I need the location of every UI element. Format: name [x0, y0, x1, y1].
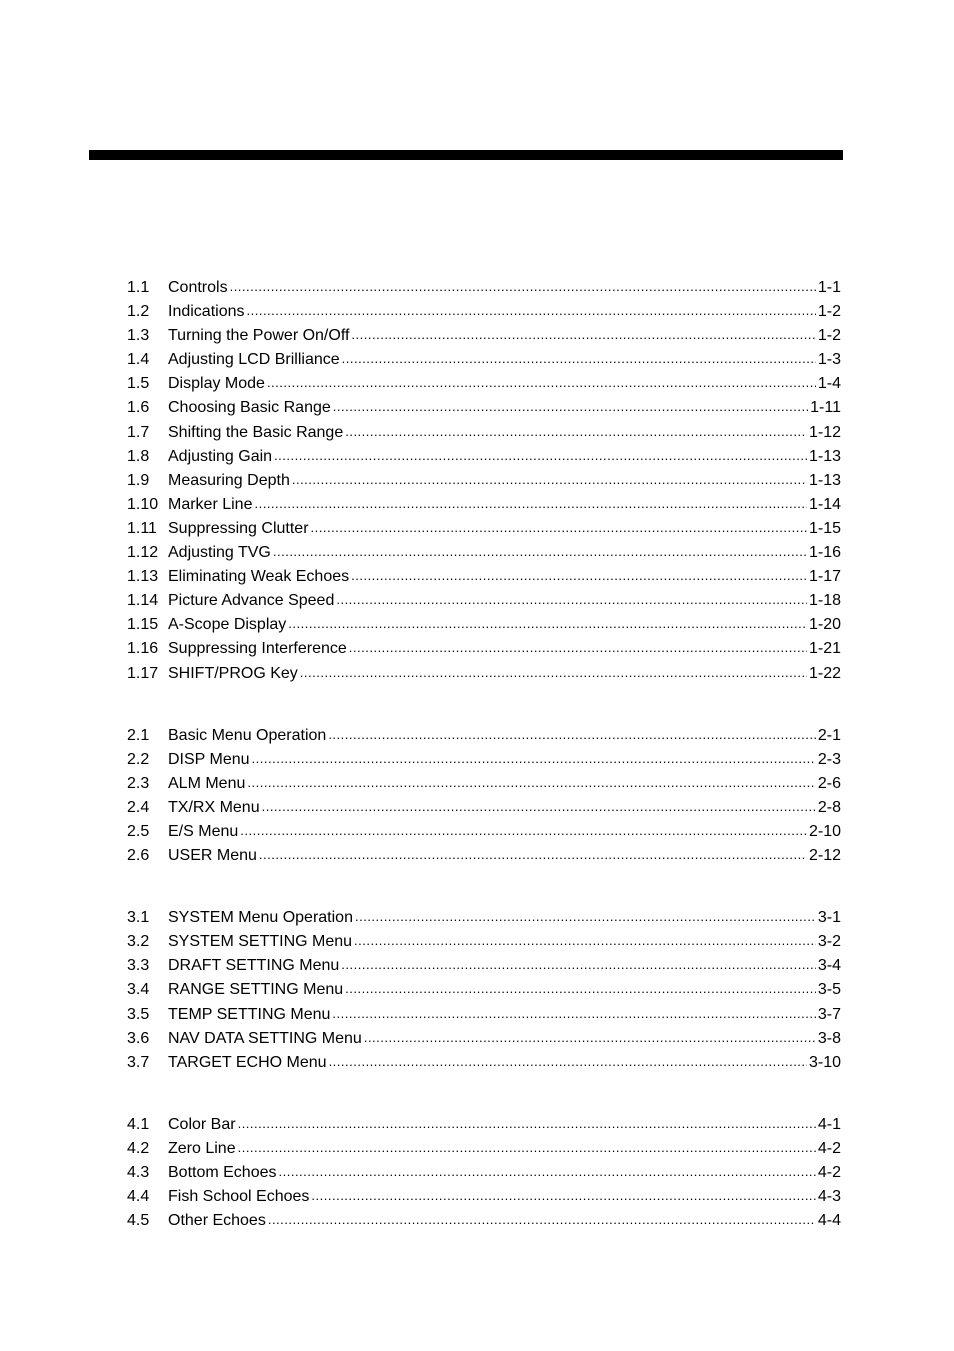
toc-entry-page: 3-5: [817, 981, 841, 999]
toc-entry-number: 3.5: [127, 1005, 150, 1023]
toc-entry-page: 4-2: [817, 1139, 841, 1157]
dot-leader: [259, 843, 807, 867]
toc-entry-number: 3.4: [127, 981, 150, 999]
toc-entry-title: Choosing Basic Range: [168, 399, 331, 417]
toc-entry-page: 4-2: [817, 1164, 841, 1181]
toc-entry[interactable]: [127, 1185, 841, 1209]
toc-entry[interactable]: [127, 724, 841, 748]
toc-entry-number: 1.4: [127, 351, 150, 369]
dot-leader: [252, 747, 816, 771]
toc-entry-number: 3.3: [127, 957, 150, 975]
toc-entry-title: Other Echoes: [168, 1212, 266, 1230]
toc-entry[interactable]: [127, 348, 841, 372]
dot-leader: [342, 347, 816, 371]
toc-entry[interactable]: [127, 469, 841, 493]
toc-entry-title: Suppressing Interference: [168, 640, 347, 658]
dot-leader: [351, 564, 807, 588]
dot-leader: [279, 1160, 816, 1184]
toc-entry-title: Controls: [168, 279, 228, 296]
toc-entry-number: 1.3: [127, 327, 150, 345]
toc-entry[interactable]: [127, 1161, 841, 1185]
toc-entry-page: 2-12: [808, 847, 841, 865]
toc-entry[interactable]: [127, 1003, 841, 1027]
dot-leader: [349, 636, 807, 660]
toc-entry-number: 4.2: [127, 1139, 150, 1157]
toc-entry[interactable]: [127, 906, 841, 930]
toc-entry[interactable]: [127, 445, 841, 469]
toc-entry-page: 1-3: [817, 351, 841, 369]
toc-entry-title: E/S Menu: [168, 822, 239, 840]
toc-entry-title: Bottom Echoes: [168, 1164, 277, 1181]
toc-entry[interactable]: [127, 396, 841, 420]
toc-entry-number: 2.5: [127, 822, 150, 840]
toc-entry-number: 1.9: [127, 471, 150, 489]
toc-section: [127, 1113, 841, 1233]
toc-entry[interactable]: [127, 565, 841, 589]
toc-entry-title: Zero Line: [168, 1139, 236, 1157]
toc-entry-title: USER Menu: [168, 847, 257, 865]
toc-entry[interactable]: [127, 372, 841, 396]
toc-entry-number: 1.6: [127, 399, 150, 417]
toc-entry-number: 3.6: [127, 1029, 150, 1047]
dot-leader: [240, 819, 807, 843]
dot-leader: [238, 1112, 816, 1136]
toc-entry-number: 3.2: [127, 933, 150, 951]
toc-entry-page: 1-22: [808, 664, 841, 682]
toc-entry-page: 4-1: [817, 1115, 841, 1133]
toc-entry-title: Adjusting Gain: [168, 447, 273, 465]
toc-entry[interactable]: [127, 954, 841, 978]
toc-entry-number: 1.1: [127, 279, 150, 296]
dot-leader: [345, 420, 807, 444]
toc-entry-page: 1-13: [808, 447, 841, 465]
toc-entry-number: 1.17: [127, 664, 159, 682]
toc-entry-title: Adjusting TVG: [168, 544, 271, 562]
toc-entry-title: TARGET ECHO Menu: [168, 1053, 327, 1071]
toc-entry-page: 1-21: [808, 640, 841, 658]
toc-entry-number: 1.14: [127, 592, 159, 610]
toc-entry-title: Adjusting LCD Brilliance: [168, 351, 340, 369]
toc-entry-number: 2.2: [127, 750, 150, 768]
toc-entry-number: 1.2: [127, 303, 150, 321]
dot-leader: [351, 323, 815, 347]
header-rule: [89, 150, 843, 160]
toc-entry[interactable]: [127, 589, 841, 613]
toc-entry[interactable]: [127, 978, 841, 1002]
toc-entry[interactable]: [127, 324, 841, 348]
toc-section: [127, 906, 841, 1075]
toc-entry-page: 3-1: [817, 909, 841, 927]
toc-entry[interactable]: [127, 748, 841, 772]
toc-entry-title: Turning the Power On/Off: [168, 327, 350, 345]
dot-leader: [341, 953, 816, 977]
toc-entry-page: 2-1: [817, 726, 841, 744]
dot-leader: [274, 444, 807, 468]
toc-entry-number: 1.7: [127, 423, 150, 441]
toc-entry-page: 1-14: [808, 495, 841, 513]
dot-leader: [247, 771, 816, 795]
toc-entry-page: 1-17: [808, 568, 841, 586]
toc-entry-page: 1-2: [817, 303, 841, 321]
toc-entry-title: DISP Menu: [168, 750, 250, 768]
toc-entry[interactable]: [127, 1027, 841, 1051]
toc-entry-page: 1-20: [808, 616, 841, 634]
toc-entry-page: 1-4: [817, 375, 841, 393]
toc-entry-number: 3.7: [127, 1053, 150, 1071]
toc-entry-title: TX/RX Menu: [168, 798, 260, 816]
toc-entry[interactable]: [127, 421, 841, 445]
dot-leader: [355, 905, 816, 929]
toc-entry-number: 4.4: [127, 1188, 150, 1206]
dot-leader: [254, 492, 806, 516]
toc-entry-title: Basic Menu Operation: [168, 726, 327, 744]
toc-entry[interactable]: [127, 276, 841, 300]
toc-entry-number: 1.12: [127, 544, 159, 562]
dot-leader: [268, 1208, 816, 1232]
toc-entry[interactable]: [127, 1209, 841, 1233]
toc-entry[interactable]: [127, 772, 841, 796]
toc-entry-page: 3-4: [817, 957, 841, 975]
toc-entry-title: SHIFT/PROG Key: [168, 664, 298, 682]
toc-entry-title: Suppressing Clutter: [168, 519, 309, 537]
toc-entry-page: 2-3: [817, 750, 841, 768]
toc-entry-page: 1-2: [817, 327, 841, 345]
toc-entry-number: 1.16: [127, 640, 159, 658]
toc-entry-title: A-Scope Display: [168, 616, 287, 634]
toc-entry-number: 1.13: [127, 568, 159, 586]
toc-entry-title: Shifting the Basic Range: [168, 423, 344, 441]
toc-entry-page: 3-8: [817, 1029, 841, 1047]
toc-entry-page: 2-6: [817, 774, 841, 792]
dot-leader: [267, 371, 816, 395]
toc-entry-number: 4.3: [127, 1164, 150, 1181]
toc-entry-number: 1.8: [127, 447, 150, 465]
toc-entry-title: SYSTEM SETTING Menu: [168, 933, 353, 951]
dot-leader: [333, 395, 808, 419]
toc-entry[interactable]: [127, 517, 841, 541]
toc-entry[interactable]: [127, 844, 841, 868]
toc-entry-title: SYSTEM Menu Operation: [168, 909, 353, 927]
toc-entry-title: Display Mode: [168, 375, 265, 393]
toc-entry-page: 3-10: [808, 1053, 841, 1071]
toc-entry-number: 2.1: [127, 726, 150, 744]
toc-entry-number: 1.5: [127, 375, 150, 393]
toc-entry-number: 4.1: [127, 1115, 150, 1133]
dot-leader: [354, 929, 816, 953]
toc-entry-title: TEMP SETTING Menu: [168, 1005, 331, 1023]
toc-entry-title: Picture Advance Speed: [168, 592, 335, 610]
toc-entry-number: 3.1: [127, 909, 150, 927]
dot-leader: [238, 1136, 816, 1160]
dot-leader: [230, 275, 816, 299]
dot-leader: [247, 299, 816, 323]
toc-entry-number: 1.11: [127, 519, 157, 537]
dot-leader: [311, 1184, 815, 1208]
toc-entry-title: Color Bar: [168, 1115, 236, 1133]
toc-entry-page: 1-11: [810, 399, 841, 417]
toc-entry-page: 4-3: [817, 1188, 841, 1206]
dot-leader: [292, 468, 807, 492]
toc-entry-page: 2-10: [808, 822, 841, 840]
toc-entry-page: 1-13: [808, 471, 841, 489]
toc-entry[interactable]: [127, 662, 841, 686]
toc-entry[interactable]: [127, 1113, 841, 1137]
dot-leader: [336, 588, 807, 612]
toc-entry-page: 3-2: [817, 933, 841, 951]
dot-leader: [262, 795, 816, 819]
dot-leader: [332, 1002, 815, 1026]
toc-entry-title: Marker Line: [168, 495, 253, 513]
toc-entry-page: 1-18: [808, 592, 841, 610]
toc-entry-page: 2-8: [817, 798, 841, 816]
dot-leader: [328, 723, 816, 747]
toc-entry[interactable]: [127, 1051, 841, 1075]
toc-entry[interactable]: [127, 796, 841, 820]
toc-entry-number: 1.15: [127, 616, 159, 634]
toc-entry-title: NAV DATA SETTING Menu: [168, 1029, 362, 1047]
toc-section: [127, 276, 841, 686]
toc-entry-title: ALM Menu: [168, 774, 246, 792]
toc-entry[interactable]: [127, 1137, 841, 1161]
dot-leader: [311, 516, 807, 540]
toc-entry-number: 4.5: [127, 1212, 150, 1230]
toc-entry-number: 2.4: [127, 798, 150, 816]
toc-entry-number: 1.10: [127, 495, 159, 513]
toc-entry-page: 1-16: [808, 544, 841, 562]
toc-entry[interactable]: [127, 820, 841, 844]
toc-section: [127, 724, 841, 869]
dot-leader: [364, 1026, 816, 1050]
toc-entry-title: RANGE SETTING Menu: [168, 981, 344, 999]
toc-entry[interactable]: [127, 493, 841, 517]
toc-entry[interactable]: [127, 613, 841, 637]
toc-entry-title: Measuring Depth: [168, 471, 290, 489]
toc-entry-page: 1-15: [808, 519, 841, 537]
toc-entry-number: 2.6: [127, 847, 150, 865]
dot-leader: [300, 661, 807, 685]
table-of-contents: [127, 276, 841, 1233]
toc-entry[interactable]: [127, 541, 841, 565]
toc-entry-title: Indications: [168, 303, 245, 321]
toc-entry-page: 4-4: [817, 1212, 841, 1230]
toc-entry-title: DRAFT SETTING Menu: [168, 957, 340, 975]
dot-leader: [288, 612, 807, 636]
toc-entry-page: 1-1: [817, 279, 841, 296]
toc-entry-title: Eliminating Weak Echoes: [168, 568, 350, 586]
toc-entry-page: 1-12: [808, 423, 841, 441]
toc-entry-page: 3-7: [817, 1005, 841, 1023]
toc-entry[interactable]: [127, 637, 841, 661]
toc-entry[interactable]: [127, 300, 841, 324]
dot-leader: [273, 540, 807, 564]
dot-leader: [345, 977, 816, 1001]
toc-entry-title: Fish School Echoes: [168, 1188, 310, 1206]
dot-leader: [329, 1050, 807, 1074]
toc-entry[interactable]: [127, 930, 841, 954]
toc-entry-number: 2.3: [127, 774, 150, 792]
